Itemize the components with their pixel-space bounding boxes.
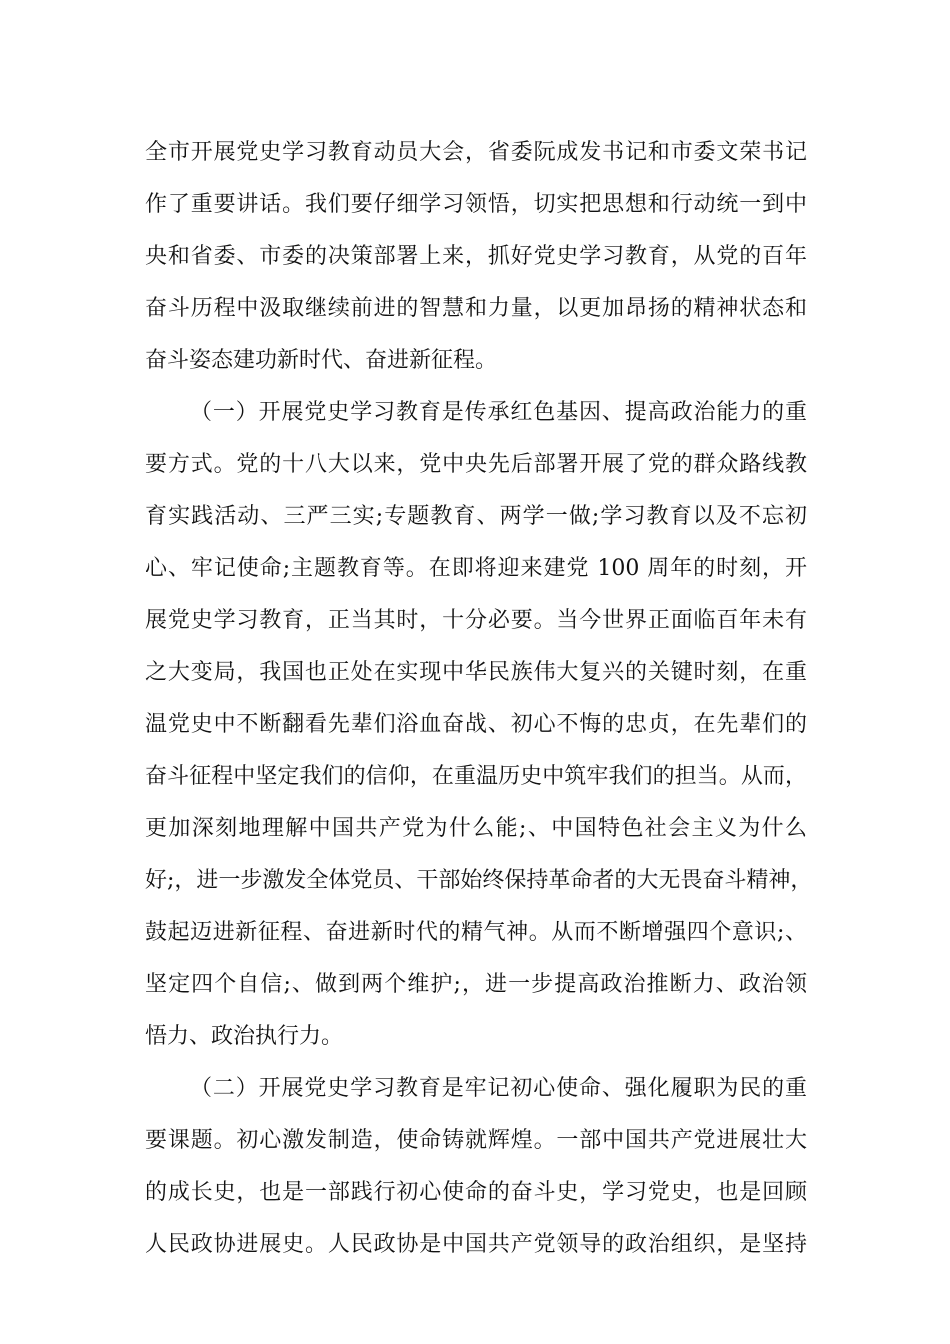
text-line: 奋斗历程中汲取继续前进的智慧和力量，以更加昂扬的精神状态和	[145, 296, 807, 321]
text-line: 要方式。党的十八大以来，党中央先后部署开展了党的群众路线教	[145, 452, 807, 477]
text-line: 育实践活动、三严三实;专题教育、两学一做;学习教育以及不忘初	[145, 504, 807, 529]
text-line: 更加深刻地理解中国共产党为什么能;、中国特色社会主义为什么	[145, 816, 807, 841]
text-line: 心、牢记使命;主题教育等。在即将迎来建党 100 周年的时刻，开	[145, 556, 807, 581]
text-line: 的成长史，也是一部践行初心使命的奋斗史，学习党史，也是回顾	[145, 1180, 807, 1205]
text-line: 温党史中不断翻看先辈们浴血奋战、初心不悔的忠贞，在先辈们的	[145, 712, 807, 737]
text-line: 人民政协进展史。人民政协是中国共产党领导的政治组织，是坚持	[145, 1232, 807, 1257]
text-line: 全市开展党史学习教育动员大会，省委阮成发书记和市委文荣书记	[145, 140, 807, 165]
text-line: 之大变局，我国也正处在实现中华民族伟大复兴的关键时刻，在重	[145, 660, 807, 685]
text-line: 展党史学习教育，正当其时，十分必要。当今世界正面临百年未有	[145, 608, 807, 633]
text-line: 央和省委、市委的决策部署上来，抓好党史学习教育，从党的百年	[145, 244, 807, 269]
text-line: 好;，进一步激发全体党员、干部始终保持革命者的大无畏奋斗精神，	[145, 868, 813, 893]
text-line: 悟力、政治执行力。	[145, 1024, 344, 1049]
text-line: 坚定四个自信;、做到两个维护;，进一步提高政治推断力、政治领	[145, 972, 807, 997]
section-heading-line: （一）开展党史学习教育是传承红色基因、提高政治能力的重	[190, 400, 807, 425]
section-heading-line: （二）开展党史学习教育是牢记初心使命、强化履职为民的重	[190, 1076, 807, 1101]
text-line: 作了重要讲话。我们要仔细学习领悟，切实把思想和行动统一到中	[145, 192, 807, 217]
text-line: 奋斗征程中坚定我们的信仰，在重温历史中筑牢我们的担当。从而，	[145, 764, 807, 789]
text-line: 要课题。初心激发制造，使命铸就辉煌。一部中国共产党进展壮大	[145, 1128, 807, 1153]
text-line: 奋斗姿态建功新时代、奋进新征程。	[145, 348, 498, 373]
text-line: 鼓起迈进新征程、奋进新时代的精气神。从而不断增强四个意识;、	[145, 920, 807, 945]
